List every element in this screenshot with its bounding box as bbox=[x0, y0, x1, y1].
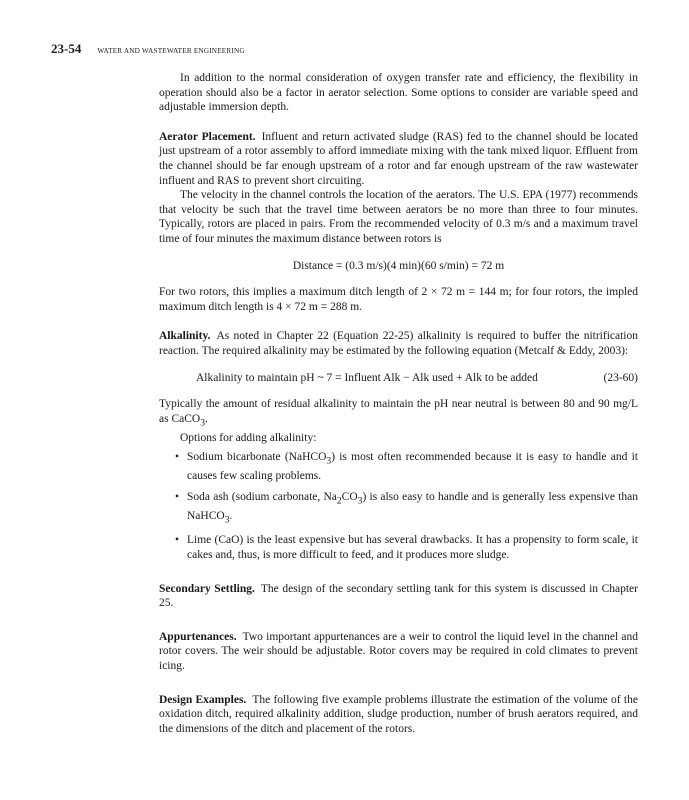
list-item bbox=[159, 533, 638, 562]
residual-alkalinity-end: . bbox=[205, 412, 208, 425]
alkalinity-paragraph bbox=[159, 329, 638, 358]
option-text: Lime (CaO) is the least expensive but has several drawbacks. It has a propensity to form scale, it cakes and, thus, is more difficult to feed, and it produces more sludge. bbox=[187, 534, 638, 562]
velocity-paragraph: The velocity in the channel controls the location of the aerators. The U.S. EPA (1977) recommends that velocity be such that the travel time between aerators be no more than three to four minutes. Typically, rotors are placed in pairs. From the recommended velocity of 0.3 m/s and a maximum travel time of four minutes the maximum distance between rotors is bbox=[159, 189, 638, 245]
appurtenances-paragraph bbox=[159, 630, 638, 674]
alkalinity-equation-text: Alkalinity to maintain pH ~ 7 = Influent Alk − Alk used + Alk to be added bbox=[196, 371, 538, 384]
secondary-settling-heading: Secondary Settling. bbox=[159, 582, 255, 595]
appurtenances-heading: Appurtenances. bbox=[159, 630, 237, 643]
ditch-length-paragraph: For two rotors, this implies a maximum ditch length of 2 × 72 m = 144 m; for four rotors, the impled maximum ditch length is 4 × 72 m = 288 m. bbox=[159, 286, 638, 313]
aerator-placement-text: Influent and return activated sludge (RAS) fed to the channel should be located just upstream of a rotor assembly to afford immediate mixing with the tank mixed liquor. Effluent from the channel should be far enough upstream of a rotor and far enough upstream of the raw wastewater influent and RAS to prevent short circuiting. bbox=[159, 130, 639, 187]
bullet: • bbox=[175, 534, 180, 547]
aerator-placement-paragraph bbox=[159, 130, 638, 188]
alkalinity-options-list bbox=[159, 450, 638, 562]
bullet: • bbox=[175, 451, 180, 464]
list-item bbox=[159, 490, 638, 528]
residual-alkalinity-text: Typically the amount of residual alkalinity to maintain the pH near neutral is between 80 and 90 mg/L as CaCO bbox=[159, 398, 638, 425]
option-text: ) is also easy to handle and is generally less expensive than NaHCO bbox=[187, 490, 638, 522]
option-text: . bbox=[229, 509, 233, 522]
secondary-settling-text: The design of the secondary settling tank for this system is discussed in Chapter 25. bbox=[159, 582, 638, 610]
option-subscript: 3 bbox=[326, 455, 332, 467]
page-body bbox=[159, 71, 638, 736]
running-head: WATER AND WASTEWATER ENGINEERING bbox=[97, 47, 245, 55]
appurtenances-text: Two important appurtenances are a weir to control the liquid level in the channel and rotor covers. The weir should be adjustable. Rotor covers may be required in cold climates to prevent icing. bbox=[159, 630, 638, 672]
distance-equation: Distance = (0.3 m/s)(4 min)(60 s/min) = 72 m bbox=[292, 259, 505, 272]
design-examples-paragraph bbox=[159, 693, 638, 737]
options-intro: Options for adding alkalinity: bbox=[180, 431, 317, 444]
aerator-placement-heading: Aerator Placement. bbox=[159, 130, 256, 143]
design-examples-heading: Design Examples. bbox=[159, 693, 247, 706]
option-text: Sodium bicarbonate (NaHCO bbox=[187, 451, 327, 464]
intro-paragraph: In addition to the normal consideration of oxygen transfer rate and efficiency, the flexibility in operation should also be a factor in aerator selection. Some options to consider are variable speed and adjustable immersion depth. bbox=[159, 72, 638, 114]
list-item bbox=[159, 450, 638, 483]
option-text: ) is most often recommended because it is easy to handle and it causes few scaling problems. bbox=[187, 451, 638, 483]
option-subscript: 3 bbox=[357, 494, 363, 506]
alkalinity-text: As noted in Chapter 22 (Equation 22-25) alkalinity is required to buffer the nitrification reaction. The required alkalinity may be estimated by the following equation (Metcalf & Eddy, 2003): bbox=[159, 330, 638, 357]
alkalinity-equation bbox=[159, 371, 638, 386]
equation-number: (23-60) bbox=[603, 371, 638, 384]
alkalinity-heading: Alkalinity. bbox=[159, 330, 211, 343]
option-subscript: 2 bbox=[336, 494, 342, 506]
bullet: • bbox=[175, 490, 180, 503]
residual-alkalinity-paragraph bbox=[159, 397, 638, 430]
page-header bbox=[51, 40, 651, 56]
option-text: CO bbox=[341, 490, 358, 503]
option-text: Soda ash (sodium carbonate, Na bbox=[187, 490, 337, 503]
option-subscript: 3 bbox=[224, 513, 230, 525]
page-number: 23-54 bbox=[51, 41, 82, 56]
caco3-subscript: 3 bbox=[200, 416, 206, 428]
design-examples-text: The following five example problems illustrate the estimation of the volume of the oxidation ditch, required alkalinity addition, sludge production, number of brush aerators required, and the dimensions of the ditch and placement of the rotors. bbox=[159, 693, 638, 735]
secondary-settling-paragraph bbox=[159, 582, 638, 611]
